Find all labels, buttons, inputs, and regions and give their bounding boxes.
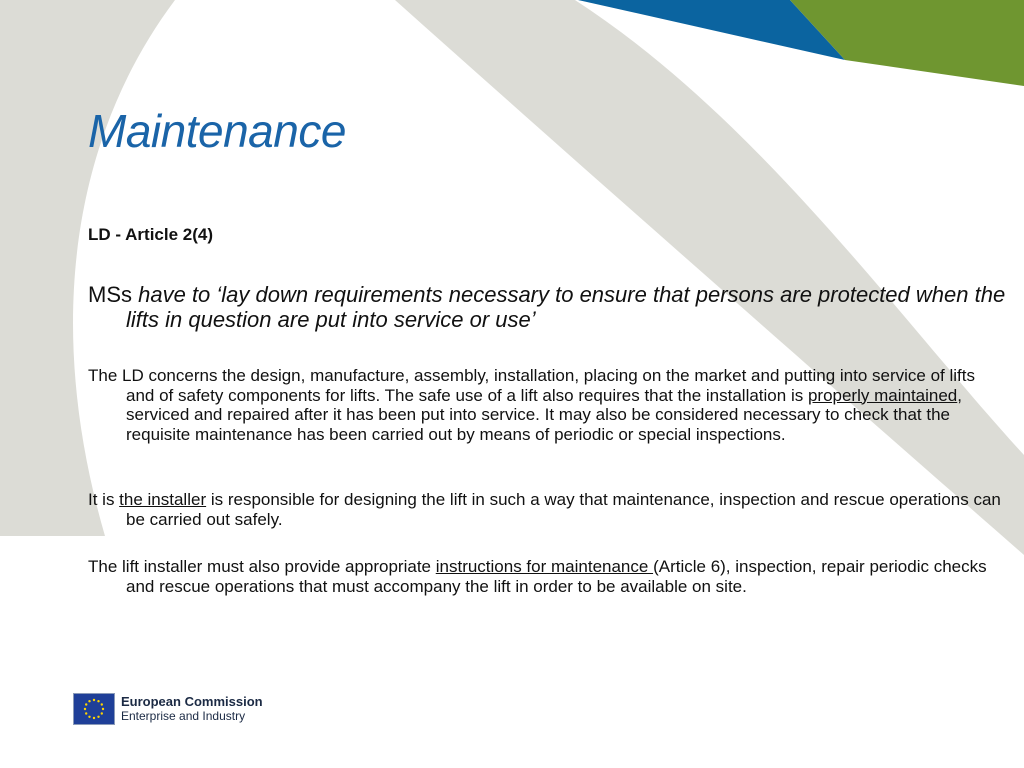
instructions-text-2: (Article 6), inspection, repair periodic checks and rescue operations that must accompany the lift in order to be available on site.	[126, 557, 987, 596]
installer-responsibility-paragraph	[88, 490, 1006, 529]
the-installer-link[interactable]: the installer	[119, 490, 207, 509]
org-name: European Commission	[121, 694, 263, 709]
installer-text-2: is responsible for designing the lift in such a way that maintenance, inspection and rescue operations can be carried out safely.	[126, 490, 1001, 529]
mss-requirement-paragraph	[88, 282, 1006, 332]
european-commission-logo	[73, 693, 263, 725]
org-department: Enterprise and Industry	[121, 709, 246, 723]
article-reference: LD - Article 2(4)	[88, 225, 214, 244]
mss-quote: have to ‘lay down requirements necessary to ensure that persons are protected when the lifts in question are put into service or use’	[126, 282, 1006, 332]
ld-scope-text-2: , serviced and repaired after it has been put into service. It may also be considered necessary to check that the requisite maintenance has been carried out by means of periodic or special inspections.	[126, 385, 962, 444]
org-text	[121, 694, 263, 724]
instructions-for-maintenance-link[interactable]: instructions for maintenance	[435, 557, 654, 576]
instructions-paragraph	[88, 557, 1006, 596]
installer-text-1: It is	[88, 490, 120, 509]
instructions-text-1: The lift installer must also provide appropriate	[88, 557, 436, 576]
ld-scope-paragraph	[88, 366, 1006, 444]
eu-flag-icon	[73, 693, 115, 725]
properly-maintained-link[interactable]: properly maintained	[807, 385, 958, 405]
slide-title: Maintenance	[88, 105, 346, 157]
mss-lead: MSs	[88, 282, 139, 307]
ld-scope-text-1: The LD concerns the design, manufacture, assembly, installation, placing on the market and putting into service of lifts and of safety components for lifts. The safe use of a lift also requires that the installation is	[88, 366, 975, 405]
